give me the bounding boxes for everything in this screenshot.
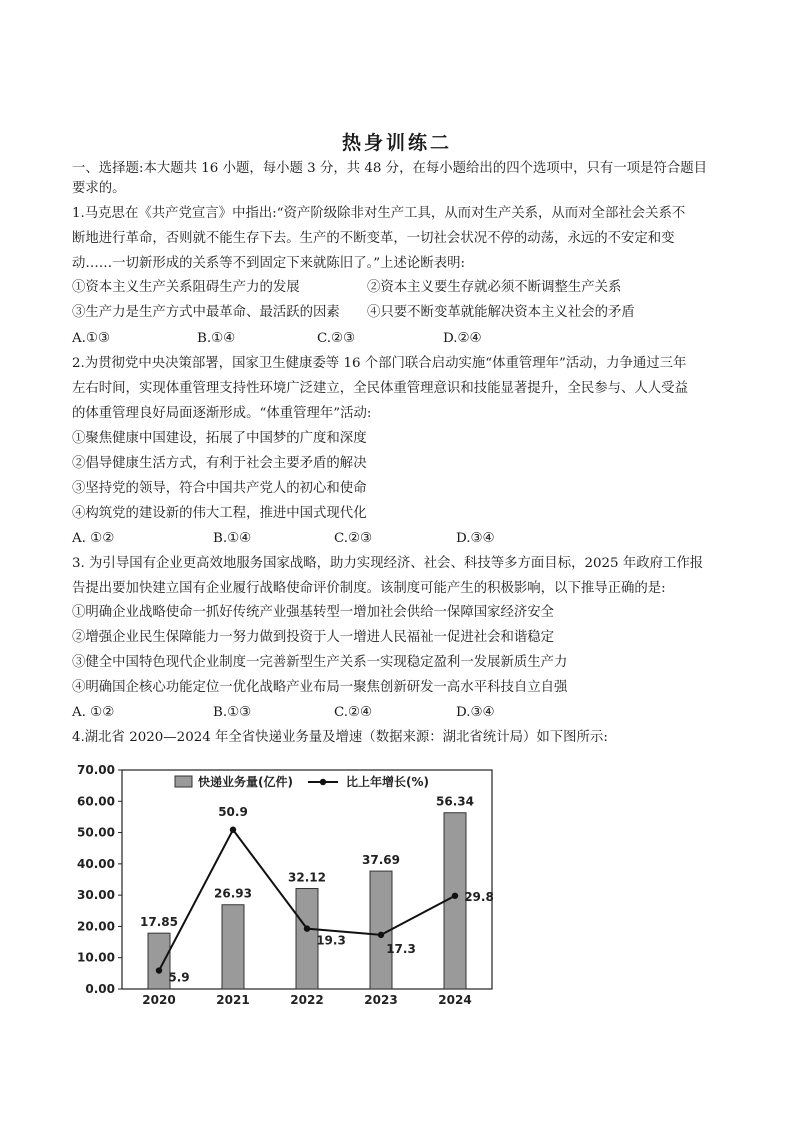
q2-option-a[interactable]: A. ①②: [72, 531, 115, 546]
bar: [148, 933, 170, 989]
y-tick-label: 10.00: [77, 950, 115, 965]
line-data-label: 5.9: [168, 970, 190, 985]
bar: [222, 905, 244, 989]
q3-option-b[interactable]: B.①③: [213, 705, 252, 720]
q3-option-a[interactable]: A. ①②: [72, 705, 115, 720]
growth-point: [230, 827, 236, 833]
q1-option-c[interactable]: C.②③: [317, 331, 356, 346]
y-tick-label: 60.00: [77, 794, 115, 809]
x-tick-label: 2020: [142, 993, 176, 1007]
q1-statement-4: ④只要不断变革就能解决资本主义社会的矛盾: [367, 305, 635, 320]
bar-data-label: 37.69: [362, 853, 400, 868]
y-tick-label: 70.00: [77, 763, 115, 777]
line-data-label: 29.8: [464, 889, 494, 904]
express-delivery-chart: [70, 758, 500, 1010]
legend-bar-label: 快递业务量(亿件): [198, 775, 293, 789]
q2-statement-4: ④构筑党的建设新的伟大工程，推进中国式现代化: [72, 506, 367, 521]
line-data-label: 19.3: [316, 933, 346, 948]
q2-statement-2: ②倡导健康生活方式，有利于社会主要矛盾的解决: [72, 456, 367, 471]
q1-stem-line2: 断地进行革命，否则就不能生存下去。生产的不断变革，一切社会状况不停的动荡，永远的不安定和变: [72, 231, 675, 246]
q2-stem-line2: 左右时间，实现体重管理支持性环境广泛建立，全民体重管理意识和技能显著提升，全民参与、人人受益: [72, 381, 688, 396]
legend-bar-swatch: [175, 776, 192, 787]
q3-statement-1: ①明确企业战略使命一抓好传统产业强基转型一增加社会供给一保障国家经济安全: [72, 605, 555, 620]
q2-option-c[interactable]: C.②③: [334, 531, 373, 546]
growth-point: [378, 932, 384, 938]
bar-data-label: 17.85: [140, 915, 178, 930]
legend-line-marker: [320, 779, 326, 785]
x-tick-label: 2024: [438, 993, 472, 1007]
line-data-label: 50.9: [218, 804, 248, 819]
bar-data-label: 56.34: [436, 794, 474, 809]
q3-statement-2: ②增强企业民生保障能力一努力做到投资于人一增进人民福祉一促进社会和谐稳定: [72, 630, 555, 645]
q3-statement-4: ④明确国企核心功能定位一优化战略产业布局一聚焦创新研发一高水平科技自立自强: [72, 680, 568, 695]
q1-statement-3: ③生产力是生产方式中最革命、最活跃的因素: [72, 305, 340, 320]
y-tick-label: 0.00: [85, 982, 115, 996]
q1-statement-2: ②资本主义要生存就必须不断调整生产关系: [367, 280, 622, 295]
y-tick-label: 40.00: [77, 856, 115, 871]
q3-option-d[interactable]: D.③④: [456, 705, 495, 720]
page-title: 热身训练二: [341, 132, 452, 154]
x-tick-label: 2022: [290, 993, 324, 1007]
x-tick-label: 2023: [364, 993, 398, 1007]
q3-option-c[interactable]: C.②④: [334, 705, 373, 720]
growth-point: [304, 925, 310, 931]
q2-statement-3: ③坚持党的领导，符合中国共产党人的初心和使命: [72, 481, 367, 496]
y-tick-label: 20.00: [77, 919, 115, 934]
q1-stem-line3: 动……一切新形成的关系等不到固定下来就陈旧了。”上述论断表明:: [72, 256, 465, 271]
q1-stem-line1: 1.马克思在《共产党宣言》中指出:“资产阶级除非对生产工具，从而对生产关系，从而对全部社会关系不: [72, 206, 686, 221]
legend-line-label: 比上年增长(%): [346, 775, 429, 789]
bar-data-label: 26.93: [214, 886, 252, 901]
q1-statement-1: ①资本主义生产关系阻碍生产力的发展: [72, 280, 300, 295]
growth-point: [156, 967, 162, 973]
section-intro-cont: 要求的。: [72, 181, 126, 196]
y-tick-label: 30.00: [77, 888, 115, 903]
q1-option-a[interactable]: A.①③: [72, 331, 110, 346]
q2-statement-1: ①聚焦健康中国建设，拓展了中国梦的广度和深度: [72, 431, 367, 446]
q2-option-d[interactable]: D.③④: [456, 531, 495, 546]
x-tick-label: 2021: [216, 993, 250, 1007]
line-data-label: 17.3: [386, 941, 416, 956]
q2-option-b[interactable]: B.①④: [213, 531, 252, 546]
q4-stem: 4.湖北省 2020—2024 年全省快递业务量及增速（数据来源：湖北省统计局）如下图所示:: [72, 730, 608, 745]
growth-point: [452, 893, 458, 899]
q2-stem-line1: 2.为贯彻党中央决策部署，国家卫生健康委等 16 个部门联合启动实施“体重管理年”活动，力争通过三年: [72, 356, 687, 371]
q3-stem-line2: 告提出要加快建立国有企业履行战略使命评价制度。该制度可能产生的积极影响，以下推导正确的是:: [72, 581, 666, 596]
q3-statement-3: ③健全中国特色现代企业制度一完善新型生产关系一实现稳定盈利一发展新质生产力: [72, 655, 568, 670]
bar-data-label: 32.12: [288, 870, 326, 885]
q3-stem-line1: 3. 为引导国有企业更高效地服务国家战略，助力实现经济、社会、科技等多方面目标，2025 年政府工作报: [72, 556, 704, 571]
y-tick-label: 50.00: [77, 825, 115, 840]
q1-option-b[interactable]: B.①④: [197, 331, 236, 346]
bar: [296, 889, 318, 989]
q1-option-d[interactable]: D.②④: [443, 331, 482, 346]
section-intro: 一、选择题:本大题共 16 小题，每小题 3 分，共 48 分，在每小题给出的四个选项中，只有一项是符合题目: [72, 161, 708, 176]
q2-stem-line3: 的体重管理良好局面逐渐形成。“体重管理年”活动:: [72, 406, 372, 421]
